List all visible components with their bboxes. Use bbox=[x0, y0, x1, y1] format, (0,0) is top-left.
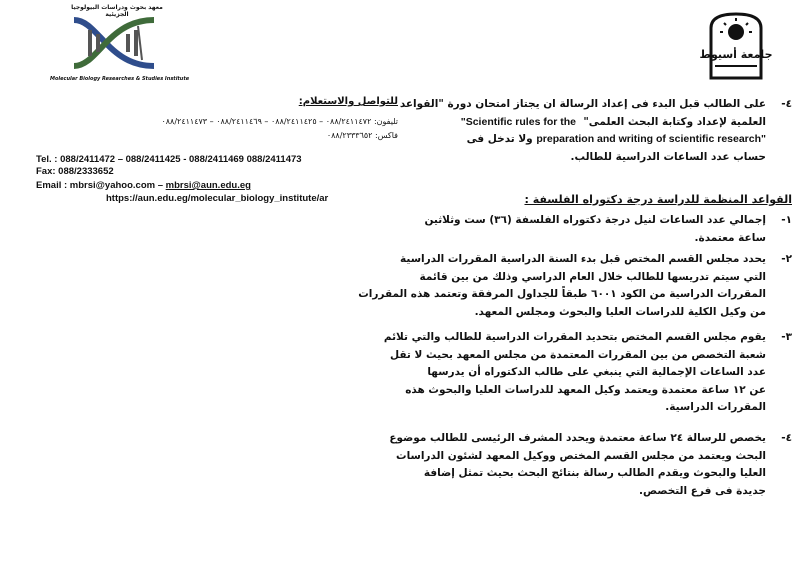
email-label: Email : bbox=[36, 180, 70, 191]
rule-item bbox=[374, 430, 792, 500]
dna-helix-icon bbox=[68, 14, 160, 72]
intro-line-3-ar: ولا تدخل فى bbox=[466, 133, 533, 146]
university-logo-text: جامعة أسيوط bbox=[699, 48, 773, 61]
intro-line-2-en: "Scientific rules for the bbox=[460, 115, 576, 128]
rule-line: المقررات الدراسية من الكود ٦٠٠١ طبقاً للجداول المرفقة وتعتمد هذه المقررات bbox=[358, 288, 766, 301]
item-number: ٤- bbox=[781, 98, 792, 110]
intro-line-4: حساب عدد الساعات الدراسية للطالب. bbox=[570, 150, 766, 163]
intro-line-3-en: preparation and writing of scientific research" bbox=[536, 133, 766, 146]
intro-line-3 bbox=[374, 131, 766, 149]
institute-name-ar: معهد بحوث ودراسات البيولوجيا الجزيئية bbox=[71, 4, 163, 18]
rule-line: شعبة التخصص من بين المقررات المعتمدة من مجلس المعهد بحيث لا تقل bbox=[389, 348, 766, 361]
email-line bbox=[36, 180, 251, 191]
website-link[interactable]: https://aun.edu.eg/molecular_biology_institute/ar bbox=[106, 193, 329, 204]
intro-line-2-ar: العلمية لإعداد وكتابة البحث العلمى" bbox=[583, 115, 766, 128]
rule-line: العليا والبحوث ويقدم الطالب رسالة بنتائج البحث بحيث تمثل إضافة bbox=[423, 467, 766, 480]
email-separator: – bbox=[155, 180, 166, 191]
institute-name-en: Molecular Biology Researches & Studies Institute bbox=[50, 76, 190, 82]
fax-number-en: Fax: 088/2333652 bbox=[36, 166, 114, 177]
intro-line-1: على الطالب قبل البدء فى إعداد الرسالة ان يجتاز امتحان دورة "القواعد bbox=[399, 98, 766, 110]
university-emblem-icon bbox=[699, 10, 773, 80]
rule-line: عدد الساعات الإجمالية التي ينبغي على طالب الدكتوراه أن يدرسها bbox=[427, 366, 766, 379]
rule-line: يخصص للرسالة ٢٤ ساعة معتمدة ويحدد المشرف الرئيسى للطالب موضوع bbox=[389, 432, 766, 444]
institute-logo bbox=[50, 4, 190, 84]
phone-numbers-ar: تليفون: ٠٨٨/٢٤١١٤٧٢ – ٠٨٨/٢٤١١٤٢٥ – ٠٨٨/٢٤١١٤٦٩ – ٠٨٨/٢٤١١٤٧٣ bbox=[161, 117, 398, 126]
rule-item bbox=[374, 329, 792, 417]
rule-line: التي سيتم تدريسها للطالب خلال العام الدراسي وذلك من بين قائمة bbox=[419, 270, 766, 283]
intro-line-2 bbox=[374, 114, 766, 132]
fax-number-ar: فاكس: ٠٨٨/٢٣٣٣٦٥٢ bbox=[326, 131, 398, 140]
rule-line: يحدد مجلس القسم المختص قبل بدء السنة الدراسية المقررات الدراسية bbox=[400, 253, 766, 265]
rule-line: ساعة معتمدة. bbox=[694, 231, 766, 244]
rule-line: من وكيل الكلية للدراسات العليا والبحوث ومجلس المعهد. bbox=[474, 305, 766, 318]
item-number: ٤- bbox=[781, 432, 792, 444]
rule-line: المقررات الدراسية. bbox=[665, 401, 766, 414]
rule-line: جديدة فى فرع التخصص. bbox=[639, 484, 766, 497]
rule-item bbox=[374, 212, 792, 247]
email-yahoo-link[interactable]: mbrsi@yahoo.com bbox=[69, 180, 156, 191]
rule-line: عن ١٢ ساعة معتمدة ويعتمد وكيل المعهد للدراسات العليا والبحوث هذه bbox=[405, 383, 766, 396]
email-aun-link[interactable]: mbrsi@aun.edu.eg bbox=[165, 180, 251, 191]
item-number: ٢- bbox=[781, 253, 792, 265]
phone-numbers-en: Tel. : 088/2411472 – 088/2411425 - 088/2411469 088/2411473 bbox=[36, 154, 302, 165]
intro-item bbox=[374, 96, 792, 166]
item-number: ١- bbox=[781, 214, 792, 226]
section-heading: القواعد المنظمة للدراسة درجة دكتوراه الفلسفة : bbox=[524, 193, 792, 206]
item-number: ٣- bbox=[781, 331, 792, 343]
rule-item bbox=[358, 251, 792, 321]
university-logo bbox=[699, 10, 773, 80]
rule-line: إجمالي عدد الساعات لنيل درجة دكتوراه الفلسفة (٣٦) ست وثلاثين bbox=[424, 214, 766, 226]
contact-heading: للتواصل والاستعلام: bbox=[298, 96, 398, 107]
rule-line: البحث ويعتمد من مجلس القسم المختص ووكيل المعهد لشئون الدراسات bbox=[396, 449, 766, 462]
rule-line: يقوم مجلس القسم المختص بتحديد المقررات الدراسية للطالب والتي تلائم bbox=[383, 331, 766, 343]
